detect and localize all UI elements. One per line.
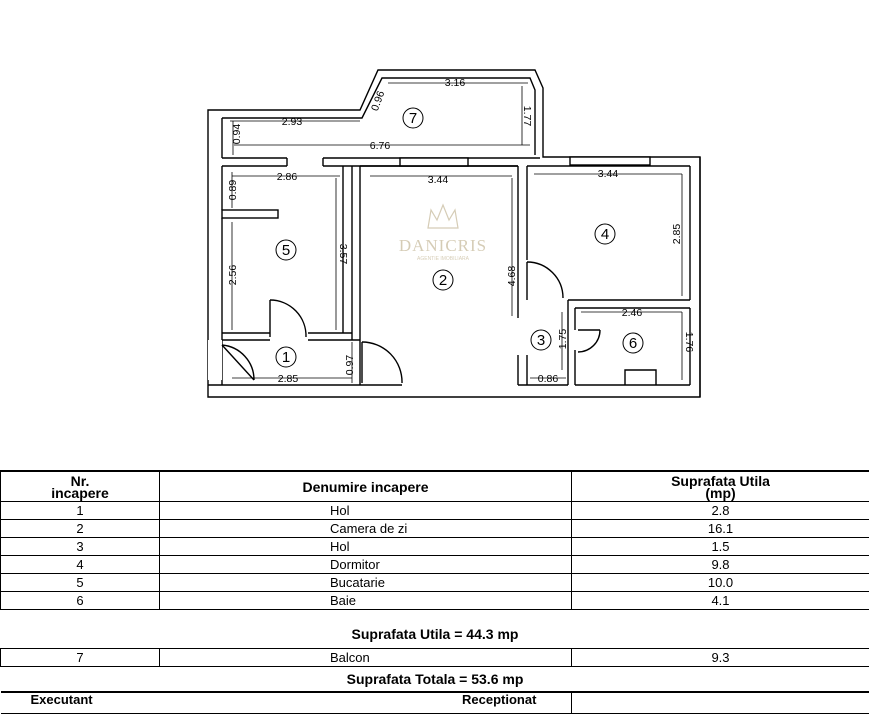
sign-executant: Executant	[1, 692, 160, 714]
sign-receptionat: Receptionat	[442, 692, 740, 714]
crown-icon	[428, 205, 458, 228]
room-number: 7	[409, 110, 417, 127]
total-useful: Suprafata Utila = 44.3 mp	[1, 610, 869, 649]
room-number: 1	[282, 349, 290, 366]
dim-label: 2.85	[278, 373, 299, 385]
room-marker-7	[403, 108, 423, 128]
dimension-lines	[230, 83, 682, 383]
total-area: Suprafata Totala = 53.6 mp	[1, 667, 869, 693]
room-number: 2	[439, 272, 447, 289]
table-row: 3 Hol 1.5	[1, 538, 869, 556]
area-table	[0, 470, 869, 699]
header-nr: Nr. incapere	[1, 471, 160, 502]
room-marker-2	[433, 270, 453, 290]
watermark-tagline: AGENTIE IMOBILIARA	[417, 256, 470, 262]
room-marker-1	[276, 347, 296, 367]
dim-label: 0.89	[227, 180, 239, 201]
dim-label: 1.75	[557, 329, 569, 350]
dim-label: 0.94	[231, 124, 243, 145]
header-area: Suprafata Utila (mp)	[572, 471, 869, 502]
dim-label: 2.46	[622, 307, 643, 319]
signature-row	[1, 692, 869, 714]
dim-label: 2.86	[277, 171, 298, 183]
watermark-brand: DANICRIS	[399, 236, 487, 255]
room-number: 4	[601, 226, 609, 243]
room-number: 6	[629, 335, 637, 352]
room-marker-6	[623, 333, 643, 353]
dim-label: 3.16	[445, 77, 466, 89]
room-number: 5	[282, 242, 290, 259]
room-marker-5	[276, 240, 296, 260]
dim-label: 3.57	[337, 244, 349, 265]
dim-label: 6.76	[370, 140, 391, 152]
table-row: 2 Camera de zi 16.1	[1, 520, 869, 538]
watermark	[399, 205, 487, 262]
dim-label: 2.93	[282, 116, 303, 128]
dim-label: 3.44	[428, 174, 449, 186]
room-marker-4	[595, 224, 615, 244]
total-row	[1, 667, 869, 693]
table-row: 6 Baie 4.1	[1, 592, 869, 610]
balcony-row: 7 Balcon 9.3	[1, 649, 869, 667]
table-row: 1 Hol 2.8	[1, 502, 869, 520]
room-number: 3	[537, 332, 545, 349]
dim-label: 2.56	[227, 265, 239, 286]
table-row: 4 Dormitor 9.8	[1, 556, 869, 574]
room-marker-3	[531, 330, 551, 350]
dim-label: 1.77	[521, 106, 533, 127]
total-useful-row	[1, 610, 869, 649]
dim-label: 4.68	[506, 266, 518, 287]
dimension-labels	[227, 77, 695, 385]
dim-label: 1.76	[683, 332, 695, 353]
dim-label: 0.86	[538, 373, 559, 385]
dim-label: 0.97	[344, 355, 356, 376]
table-row: 5 Bucatarie 10.0	[1, 574, 869, 592]
dim-label: 2.85	[671, 224, 683, 245]
dim-label: 3.44	[598, 168, 619, 180]
header-name: Denumire incapere	[160, 471, 572, 502]
dim-label: 0.96	[369, 89, 387, 112]
